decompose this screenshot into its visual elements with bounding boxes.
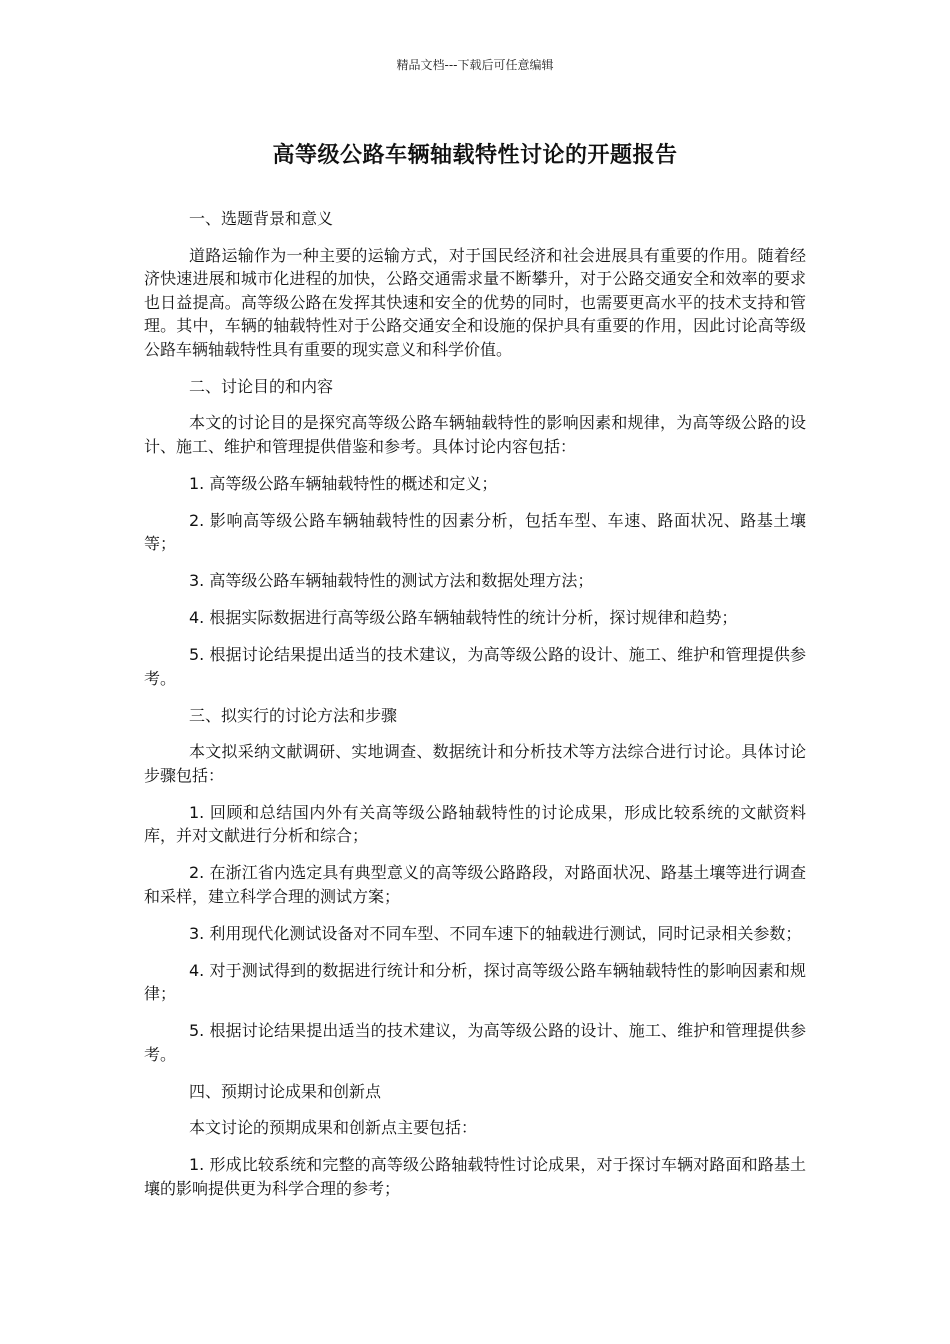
list-item-step-1: 1. 回顾和总结国内外有关高等级公路轴载特性的讨论成果，形成比较系统的文献资料库，并对文献进行分析和综合；: [144, 802, 806, 845]
paragraph-outcomes-intro: 本文讨论的预期成果和创新点主要包括：: [189, 1118, 478, 1137]
section-heading-objectives: 二、讨论目的和内容: [189, 376, 334, 396]
list-item-outcome-1: 1. 形成比较系统和完整的高等级公路轴载特性讨论成果，对于探讨车辆对路面和路基土壤的影响提供更为科学合理的参考；: [144, 1155, 806, 1198]
document-body: [144, 207, 806, 1214]
list-item-content-4: 4. 根据实际数据进行高等级公路车辆轴载特性的统计分析，探讨规律和趋势；: [189, 608, 738, 627]
list-item-step-4: 4. 对于测试得到的数据进行统计和分析，探讨高等级公路车辆轴载特性的影响因素和规律；: [144, 960, 806, 1003]
section-heading-methods: 三、拟实行的讨论方法和步骤: [189, 705, 398, 725]
paragraph-objectives-intro: 本文的讨论目的是探究高等级公路车辆轴载特性的影响因素和规律，为高等级公路的设计、施工、维护和管理提供借鉴和参考。具体讨论内容包括：: [144, 413, 806, 456]
section-heading-outcomes: 四、预期讨论成果和创新点: [189, 1081, 382, 1101]
list-item-content-3: 3. 高等级公路车辆轴载特性的测试方法和数据处理方法；: [189, 571, 594, 590]
list-item-step-2: 2. 在浙江省内选定具有典型意义的高等级公路路段，对路面状况、路基土壤等进行调查和采样，建立科学合理的测试方案；: [144, 863, 806, 906]
list-item-content-5: 5. 根据讨论结果提出适当的技术建议，为高等级公路的设计、施工、维护和管理提供参考。: [144, 645, 806, 688]
header-note: 精品文档---下载后可任意编辑: [396, 58, 554, 72]
paragraph-background: 道路运输作为一种主要的运输方式，对于国民经济和社会进展具有重要的作用。随着经济快速进展和城市化进程的加快，公路交通需求量不断攀升，对于公路交通安全和效率的要求也日益提高。高等级公路在发挥其快速和安全的优势的同时，也需要更高水平的技术支持和管理。其中，车辆的轴载特性对于公路交通安全和设施的保护具有重要的作用，因此讨论高等级公路车辆轴载特性具有重要的现实意义和科学价值。: [144, 245, 806, 359]
paragraph-methods-intro: 本文拟采纳文献调研、实地调查、数据统计和分析技术等方法综合进行讨论。具体讨论步骤包括：: [144, 742, 806, 785]
list-item-content-2: 2. 影响高等级公路车辆轴载特性的因素分析，包括车型、车速、路面状况、路基土壤等；: [144, 510, 806, 553]
list-item-step-3: 3. 利用现代化测试设备对不同车型、不同车速下的轴载进行测试，同时记录相关参数；: [189, 923, 802, 943]
list-item-step-5: 5. 根据讨论结果提出适当的技术建议，为高等级公路的设计、施工、维护和管理提供参考。: [144, 1021, 806, 1064]
document-title: 高等级公路车辆轴载特性讨论的开题报告: [272, 143, 678, 168]
section-heading-background: 一、选题背景和意义: [189, 209, 334, 228]
list-item-content-1: 1. 高等级公路车辆轴载特性的概述和定义；: [189, 473, 498, 493]
